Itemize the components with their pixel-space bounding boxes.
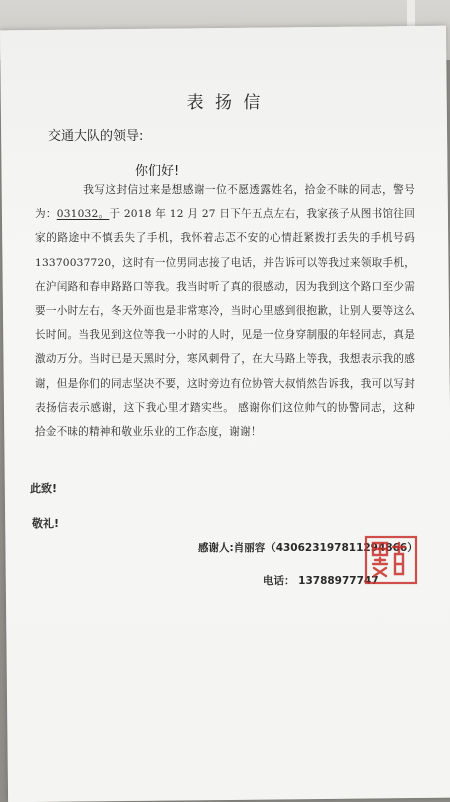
red-seal-stamp <box>363 534 419 586</box>
phone-line: 电话： 13788977747 <box>263 575 379 587</box>
body-text-start: 我写这封信过来是想感谢一位不愿透露姓名，拾金不昧的同志，警号为： <box>35 184 415 221</box>
closing-jing-li: 敬礼! <box>32 517 60 530</box>
closing-ci-zhi: 此致! <box>30 482 58 495</box>
salutation: 交通大队的领导: <box>48 129 144 144</box>
body-text-rest: 于 2018 年 12 月 27 日下午五点左右，我家孩子从图书馆往回家的路途中不慎丢失了手机，我怀着忐忑不安的心情赶紧拨打丢失的手机号码 13370037720，这时有一位男同志接了电话，并告诉可以等我过来领取手机，在沪闰路和春申路路口等我。我当时听了真的很感动，因为我到这个路口至少需要一小时左右，冬天外面也是非常寒冷，当时心里感到很抱歉，让别人要等这么长时间。当我见到这位等我一小时的人时，见是一位身穿制服的年轻同志，真是激动万分。当时已是天黑时分，寒风刺骨了，在大马路上等我，我想表示我的感谢，但是你们的同志坚决不要，这时旁边有位协管大叔悄然告诉我，我可以写封表扬信表示感谢，这下我心里才踏实些。 感谢你们这位帅气的协警同志，这种拾金不昧的精神和敬业乐业的工作态度，谢谢！ <box>35 208 415 439</box>
badge-number: 031032。 <box>56 208 110 221</box>
letter-title: 表 扬 信 <box>186 93 264 113</box>
letter-body <box>35 178 415 444</box>
signer-line: 感谢人:肖丽容（430623197811294866） <box>198 542 418 554</box>
greeting: 你们好! <box>135 164 180 179</box>
